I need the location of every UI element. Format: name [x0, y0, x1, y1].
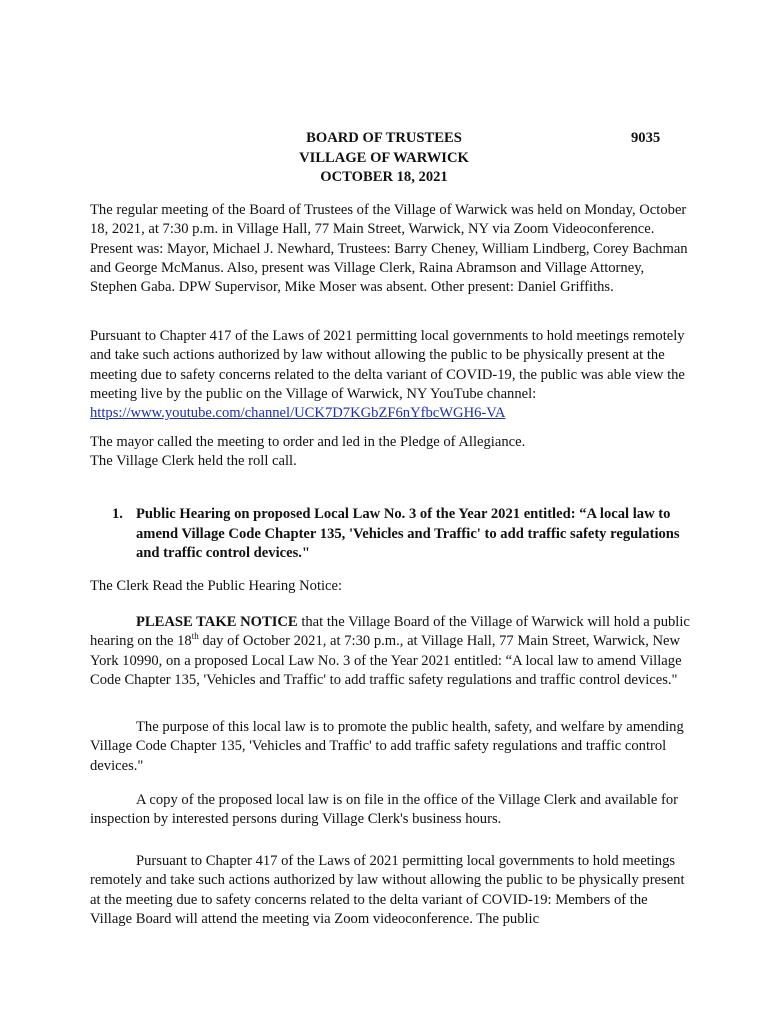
paragraph-chapter-417: [90, 327, 690, 423]
header-date: OCTOBER 18, 2021: [320, 169, 448, 185]
paragraph-roll-call: [90, 433, 690, 472]
notice-text-b: day of October 2021, at 7:30 p.m., at Village Hall, 77 Main Street, Warwick, New York 10990, on a proposed Local Law No. 3 of the Year 2021 entitled: “A local law to amend Village Code Chapter 135, 'Vehicles and Traffic' to add traffic safety regulations and traffic control devices.": [90, 633, 682, 688]
notice-heading: PLEASE TAKE NOTICE: [136, 614, 298, 630]
roll-call-line: The Village Clerk held the roll call.: [90, 453, 297, 470]
paragraph-purpose: The purpose of this local law is to promote the public health, safety, and welfare by amending Village Code Chapter 135, 'Vehicles and Traffic' to add traffic safety regulations and traffic control devices.": [90, 719, 684, 774]
agenda-item-number: 1.: [112, 506, 123, 522]
header-title-line-1: BOARD OF TRUSTEES: [306, 130, 462, 146]
page-number: 9035: [631, 130, 661, 146]
header-title-line-2: VILLAGE OF WARWICK: [299, 149, 469, 166]
paragraph-public-notice: [90, 613, 690, 690]
agenda-item-title: Public Hearing on proposed Local Law No. 3 of the Year 2021 entitled: “A local law to amend Village Code Chapter 135, 'Vehicles and Traffic' to add traffic safety regulations and traffic control devices.": [136, 506, 680, 561]
notice-ordinal-suffix: th: [191, 631, 199, 642]
notice-text-a: that the Village Board of the Village of Warwick will hold a public hearing on the 18: [90, 614, 690, 650]
agenda-item-1: [112, 505, 692, 564]
paragraph-chapter-417-text: Pursuant to Chapter 417 of the Laws of 2021 permitting local governments to hold meetings remotely and take such actions authorized by law without allowing the public to be physically present at the meeting due to safety concerns related to the delta variant of COVID-19, the public was able view the meeting live by the public on the Village of Warwick, NY YouTube channel:: [90, 328, 685, 402]
paragraph-zoom-notice: Pursuant to Chapter 417 of the Laws of 2021 permitting local governments to hold meetings remotely and take such actions authorized by law without allowing the public to be physically present at the meeting due to safety concerns related to the delta variant of COVID-19: Members of the Village Board will attend the meeting via Zoom videoconference. The public: [90, 853, 685, 927]
paragraph-copy-on-file: A copy of the proposed local law is on file in the office of the Village Clerk and available for inspection by interested persons during Village Clerk's business hours.: [90, 792, 679, 828]
youtube-channel-link[interactable]: https://www.youtube.com/channel/UCK7D7KGbZF6nYfbcWGH6-VA: [90, 405, 506, 422]
paragraph-attendance: The regular meeting of the Board of Trustees of the Village of Warwick was held on Monday, October 18, 2021, at 7:30 p.m. in Village Hall, 77 Main Street, Warwick, NY via Zoom Videoconference. Present was: Mayor, Michael J. Newhard, Trustees: Barry Cheney, William Lindberg, Corey Bachman and George McManus. Also, present was Village Clerk, Raina Abramson and Village Attorney, Stephen Gaba. DPW Supervisor, Mike Moser was absent. Other present: Daniel Griffiths.: [90, 202, 688, 296]
paragraph-clerk-read: The Clerk Read the Public Hearing Notice:: [90, 578, 343, 594]
pledge-line: The mayor called the meeting to order and led in the Pledge of Allegiance.: [90, 434, 526, 450]
